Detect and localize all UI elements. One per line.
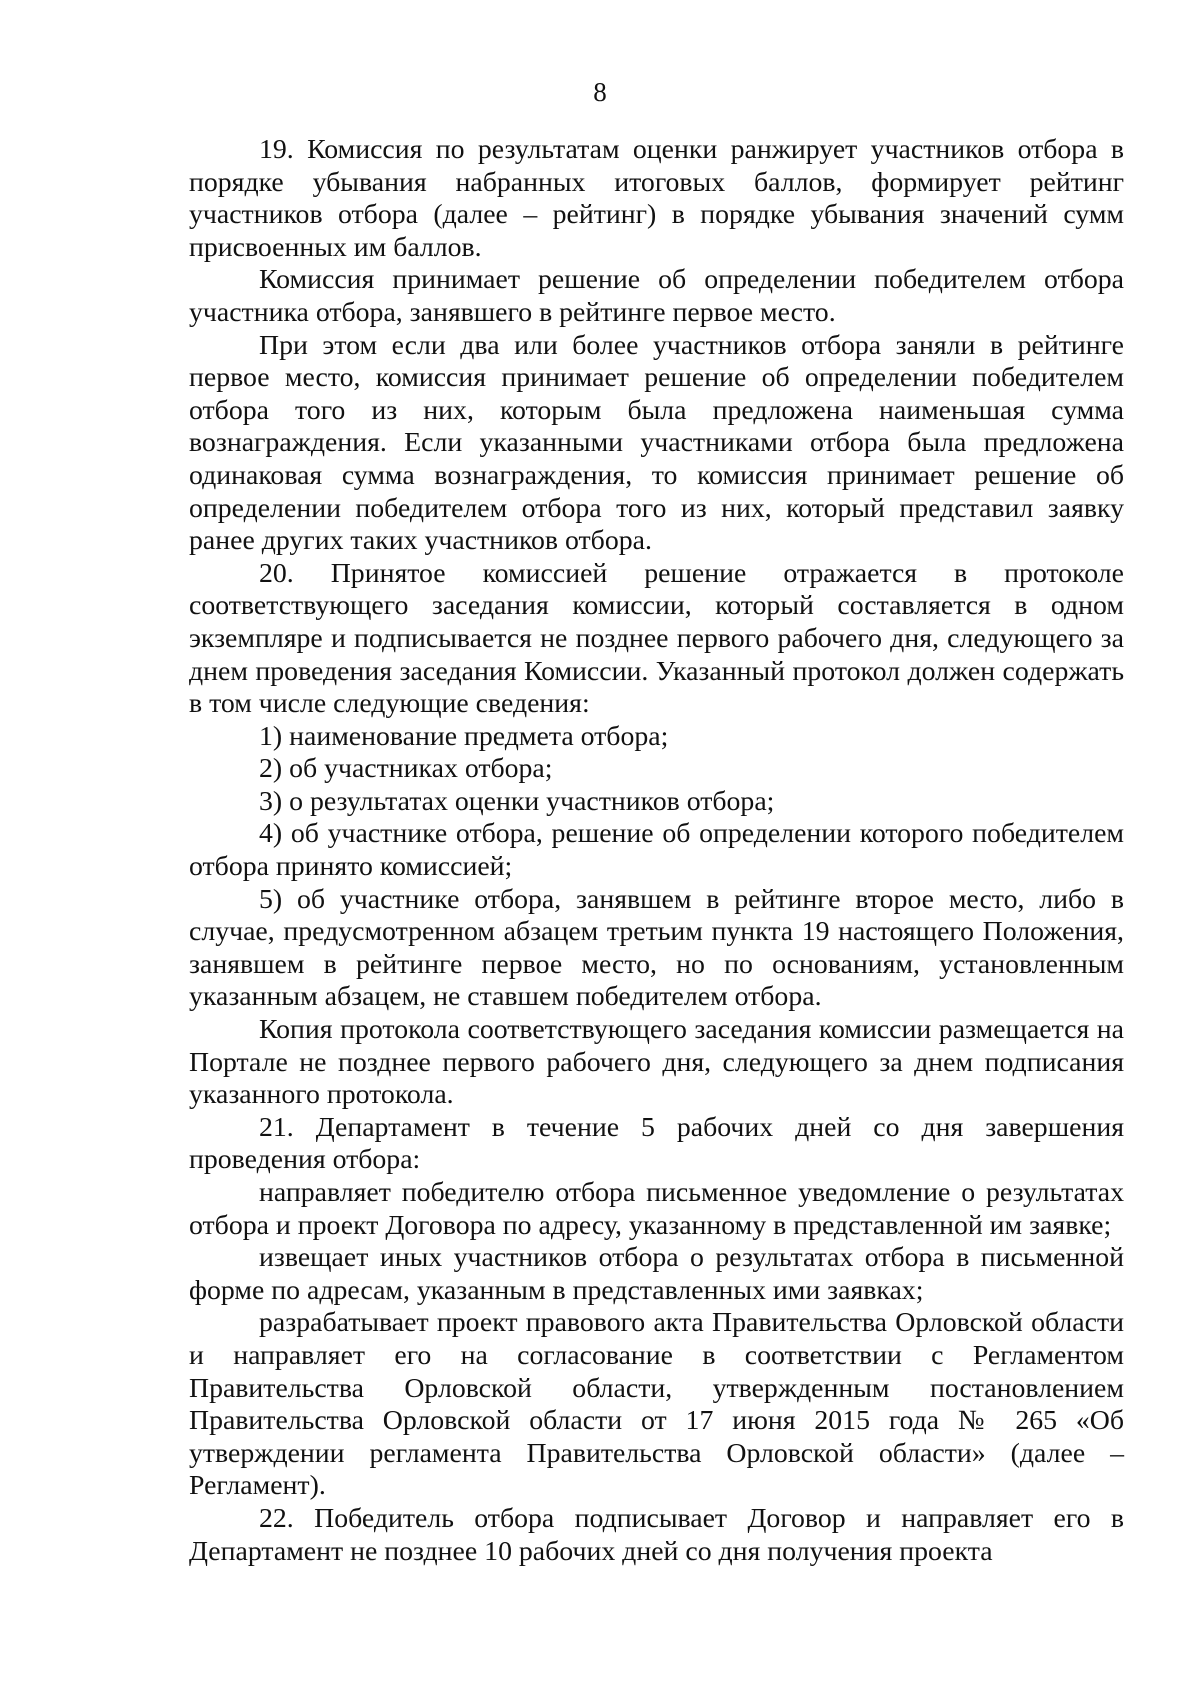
paragraph-21: 21. Департамент в течение 5 рабочих дней со дня завершения проведения отбора: (189, 1111, 1124, 1176)
paragraph-draft-act: разрабатывает проект правового акта Правительства Орловской области и направляет его на согласование в соответствии с Регламентом Правительства Орловской области, утвержденным постановлением Правительства Орловской области от 17 июня 2015 года № 265 «Об утверждении регламента Правительства Орловской области» (далее – Регламент). (189, 1307, 1124, 1502)
paragraph-notify-others: извещает иных участников отбора о результатах отбора в письменной форме по адресам, указанным в представленных ими заявках; (189, 1242, 1124, 1306)
list-item-4: 4) об участнике отбора, решение об определении которого победителем отбора принято комиссией; (189, 818, 1124, 883)
list-item-5: 5) об участнике отбора, занявшем в рейтинге второе место, либо в случае, предусмотренном абзацем третьим пункта 19 настоящего Положения, занявшем в рейтинге первое место, но по основаниям, установленным указанным абзацем, не ставшем победителем отбора. (189, 883, 1124, 1013)
paragraph-commission-decision: Комиссия принимает решение об определении победителем отбора участника отбора, занявшего в рейтинге первое место. (189, 264, 1124, 328)
paragraph-19: 19. Комиссия по результатам оценки ранжирует участников отбора в порядке убывания набранных итоговых баллов, формирует рейтинг участников отбора (далее – рейтинг) в порядке убывания значений сумм присвоенных им баллов. (189, 134, 1124, 263)
page-number: 8 (593, 77, 607, 107)
paragraph-protocol-copy: Копия протокола соответствующего заседания комиссии размещается на Портале не позднее первого рабочего дня, следующего за днем подписания указанного протокола. (189, 1014, 1124, 1111)
paragraph-22: 22. Победитель отбора подписывает Договор и направляет его в Департамент не позднее 10 рабочих дней со дня получения проекта (189, 1502, 1124, 1567)
list-item-3: 3) о результатах оценки участников отбора; (259, 785, 775, 817)
list-item-1: 1) наименование предмета отбора; (259, 720, 669, 752)
paragraph-notify-winner: направляет победителю отбора письменное уведомление о результатах отбора и проект Договора по адресу, указанному в представленной им заявке; (189, 1177, 1124, 1241)
paragraph-tie-rule: При этом если два или более участников отбора заняли в рейтинге первое место, комиссия принимает решение об определении победителем отбора того из них, которым была предложена наименьшая сумма вознаграждения. Если указанными участниками отбора была предложена одинаковая сумма вознаграждения, то комиссия принимает решение об определении победителем отбора того из них, который представил заявку ранее других таких участников отбора. (189, 329, 1124, 557)
paragraph-20: 20. Принятое комиссией решение отражается в протоколе соответствующего заседания комиссии, который составляется в одном экземпляре и подписывается не позднее первого рабочего дня, следующего за днем проведения заседания Комиссии. Указанный протокол должен содержать в том числе следующие сведения: (189, 557, 1124, 720)
document-body (189, 134, 1124, 1568)
list-item-2: 2) об участниках отбора; (259, 753, 553, 785)
